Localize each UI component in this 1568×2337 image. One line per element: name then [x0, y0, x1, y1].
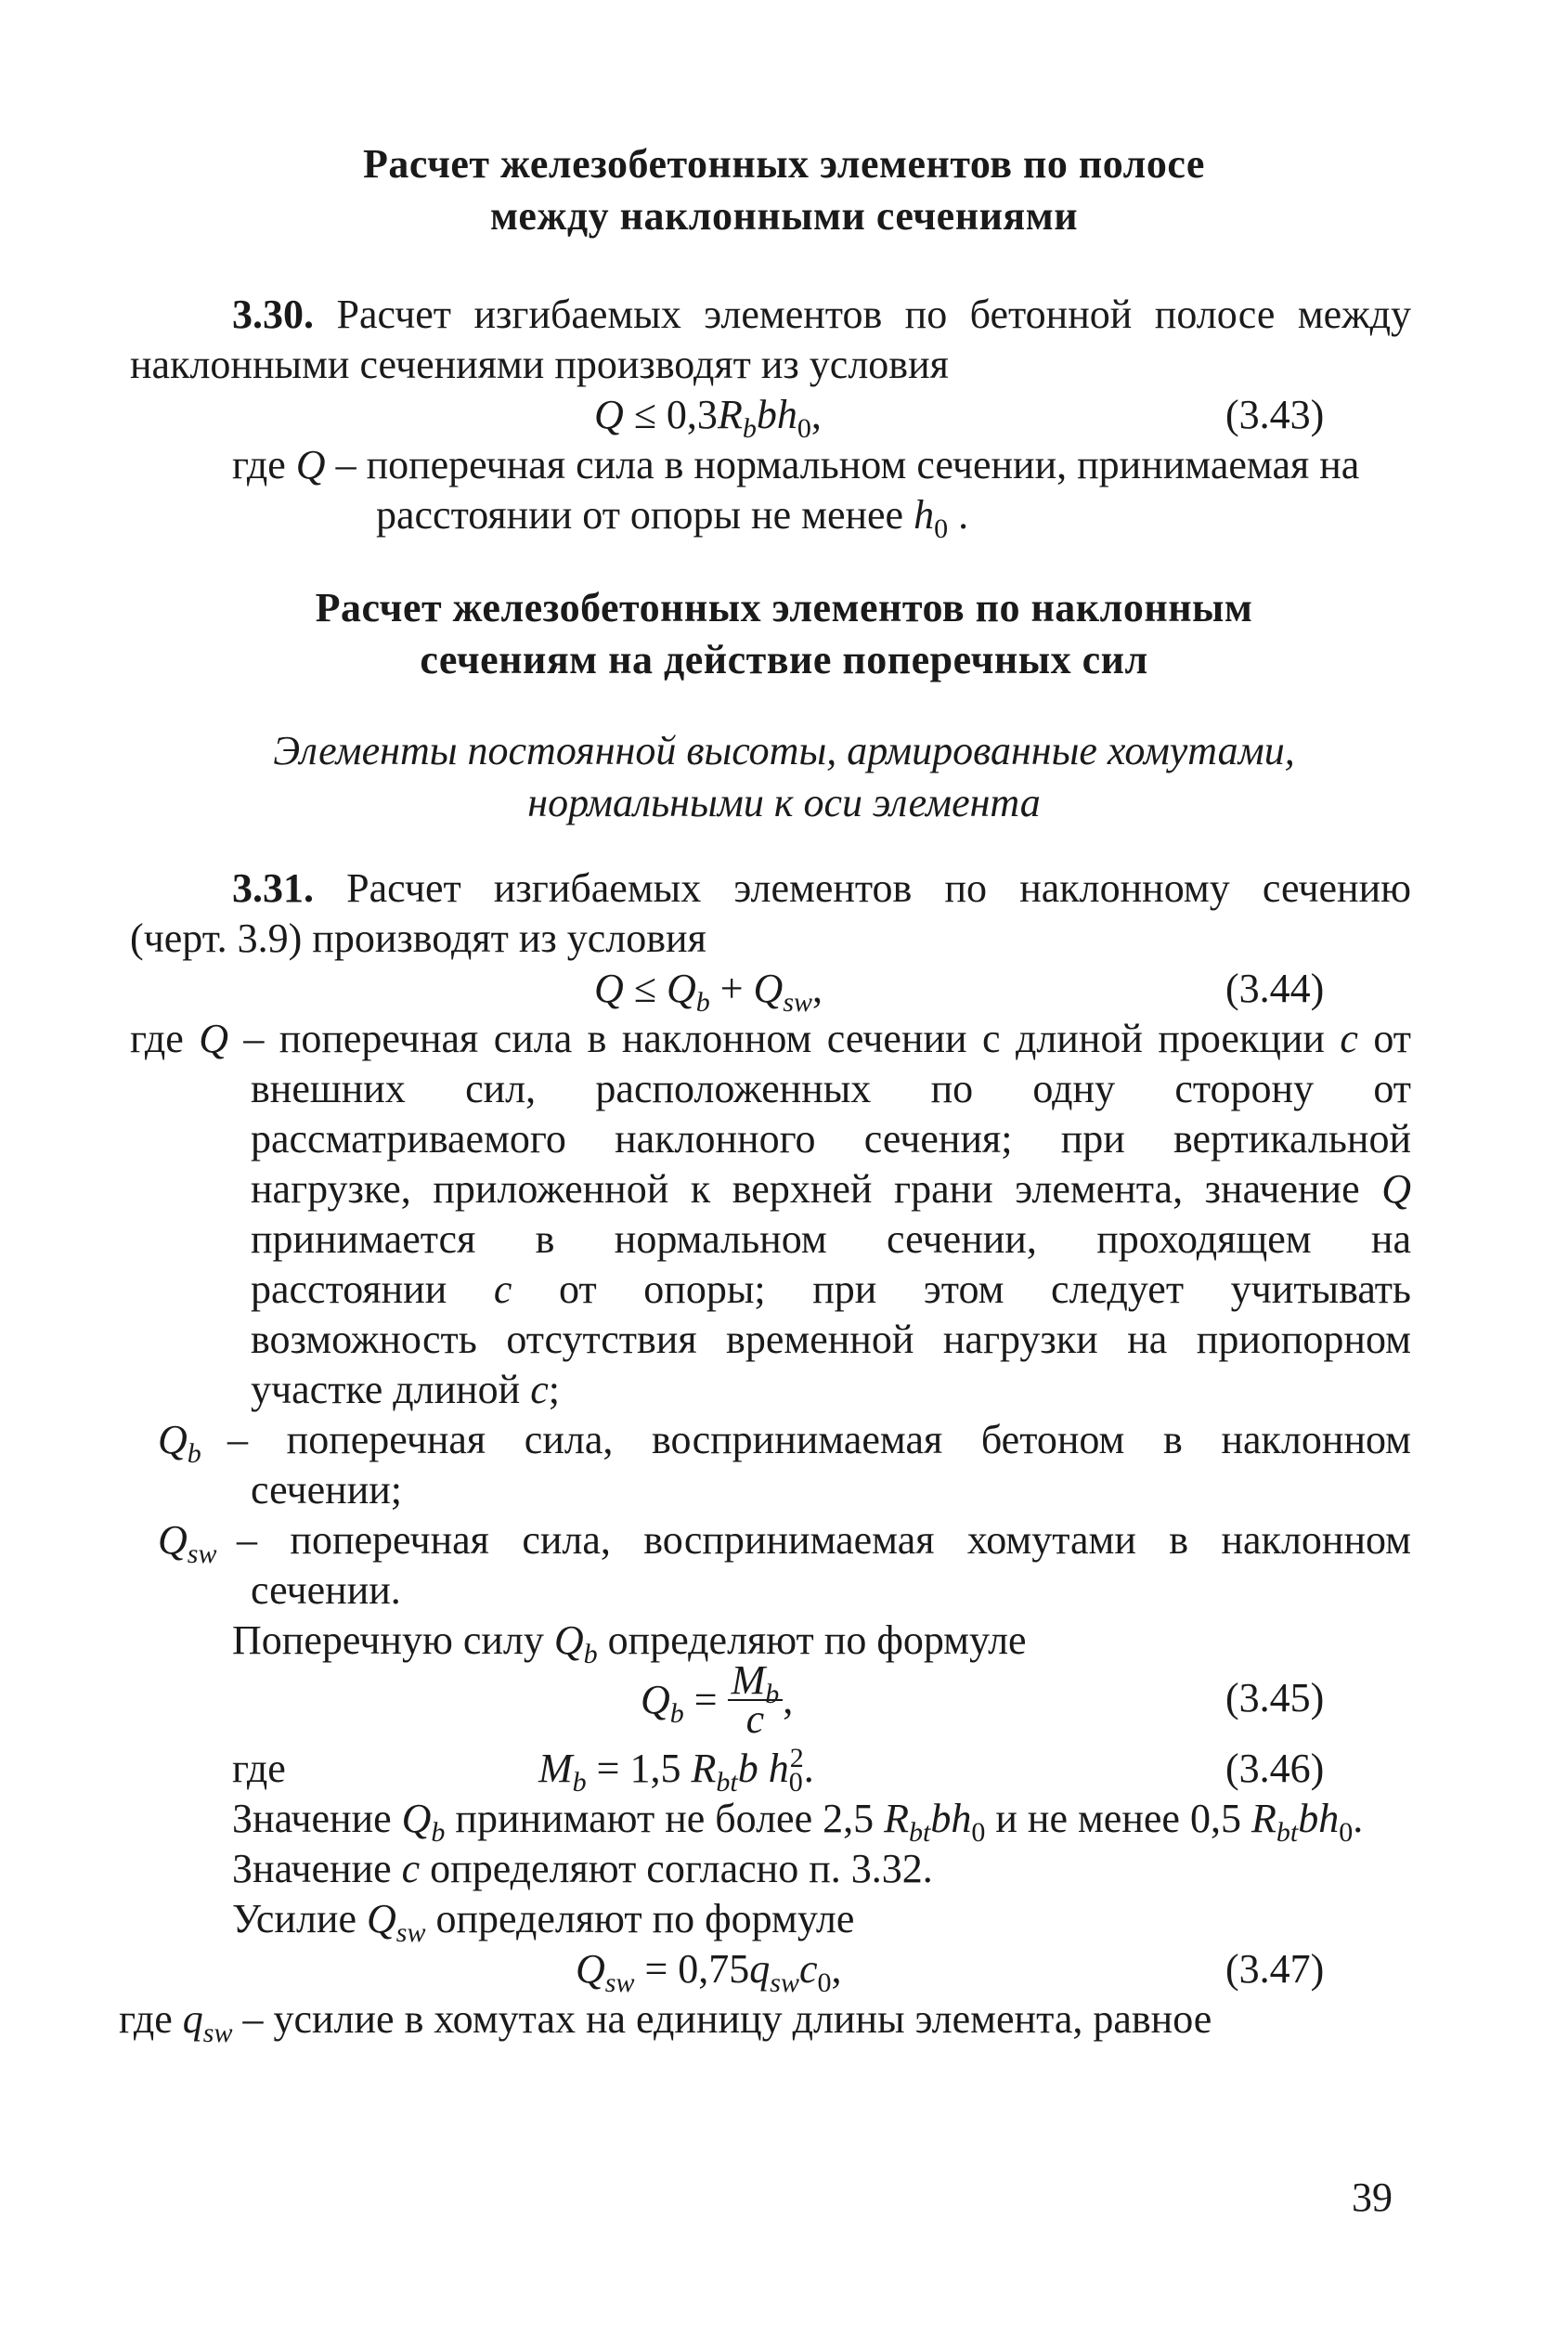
qsw-symbol: $Q_{sw}$: [158, 1517, 217, 1569]
qb-formula-intro: Поперечную силу $Q_b$ определяют по формуле: [232, 1617, 1027, 1669]
section-heading-line2: между наклонными сечениями: [489, 193, 1079, 239]
section-heading2-line1: Расчет железобетонных элементов по наклонным: [315, 585, 1253, 630]
formula-3-46: $M_b = 1,5$ $R_{bt}b$ $h_0^2$.: [538, 1743, 814, 1798]
qsw-def-line1: – поперечная сила, воспринимаемая хомутами в наклонном: [237, 1517, 1411, 1563]
formula-3-45: $Q_b$ = $\frac{M_b}{c}$ ,: [641, 1657, 794, 1742]
formula-3-47: $Q_{sw} = 0,75q_{sw}c_0$,: [576, 1946, 842, 1998]
clause-number-3-30: 3.30.: [232, 292, 314, 337]
qsw-intro: Усилие $Q_{sw}$ определяют по формуле: [232, 1896, 855, 1948]
equation-number-3-45: (3.45): [1225, 1675, 1325, 1720]
equation-number-3-46: (3.46): [1225, 1746, 1325, 1791]
equation-number-3-43: (3.43): [1225, 392, 1325, 437]
where-q-line1: где Q – поперечная сила в нормальном сечении, принимаемая на: [232, 442, 1360, 487]
section-heading2-line2: сечениям на действие поперечных сил: [420, 637, 1148, 682]
paragraph-3-31-line2: (черт. 3.9) производят из условия: [130, 915, 706, 961]
where-q-def-line8: участке длиной c;: [251, 1367, 560, 1412]
formula-3-43: $Q \le 0,3R_bbh_0$,: [594, 392, 822, 444]
where-q-def-line6: расстоянии c от опоры; при этом следует учитывать: [251, 1266, 1412, 1312]
clause-number-3-31: 3.31.: [232, 865, 314, 911]
qsw-where: где $q_{sw}$ – усилие в хомутах на единицу длины элемента, равное: [119, 1996, 1212, 2048]
where-q-def-line3: рассматриваемого наклонного сечения; при вертикальной: [251, 1116, 1411, 1162]
formula-3-46-where: где: [232, 1746, 286, 1791]
qb-def-line2: сечении;: [251, 1467, 403, 1513]
where-q-def-line7: возможность отсутствия временной нагрузки на приопорном: [251, 1317, 1411, 1362]
paragraph-3-31-line1: 3.31. Расчет изгибаемых элементов по наклонному сечению: [232, 865, 1411, 911]
equation-number-3-47: (3.47): [1225, 1946, 1325, 1992]
qb-symbol: $Q_b$: [158, 1417, 201, 1469]
subheading-line1: Элементы постоянной высоты, армированные хомутами,: [273, 728, 1295, 773]
qb-def-line1: – поперечная сила, воспринимаемая бетоном в наклонном: [227, 1417, 1411, 1462]
qb-limits: Значение $Q_b$ принимают не более 2,5 $R_{bt}bh_0$ и не менее 0,5 $R_{bt}bh_0$.: [232, 1796, 1364, 1848]
qsw-def-line2: сечении.: [251, 1567, 401, 1613]
where-q-def-line2: внешних сил, расположенных по одну сторону от: [251, 1066, 1411, 1111]
equation-number-3-44: (3.44): [1225, 966, 1325, 1011]
formula-3-44: $Q \le Q_b + Q_{sw}$,: [594, 966, 823, 1018]
paragraph-3-30-line2: наклонными сечениями производят из условия: [130, 342, 949, 387]
subheading-line2: нормальными к оси элемента: [527, 780, 1041, 825]
where-q-line2: расстоянии от опоры не менее $h_0$ .: [376, 492, 969, 544]
formula-3-45-fraction: $\frac{M_b}{c}$: [728, 1662, 784, 1738]
where-q-def-line4: нагрузке, приложенной к верхней грани элемента, значение Q: [251, 1166, 1411, 1212]
section-heading-line1: Расчет железобетонных элементов по полосе: [363, 141, 1205, 187]
where-q-def-line5: принимается в нормальном сечении, проходящем на: [251, 1216, 1411, 1262]
page-number: 39: [1352, 2175, 1393, 2220]
where-q-def-line1: где Q – поперечная сила в наклонном сечении с длиной проекции c от: [130, 1016, 1411, 1061]
paragraph-3-30-line1: 3.30. Расчет изгибаемых элементов по бетонной полосе между: [232, 292, 1412, 337]
c-reference: Значение c определяют согласно п. 3.32.: [232, 1846, 933, 1891]
